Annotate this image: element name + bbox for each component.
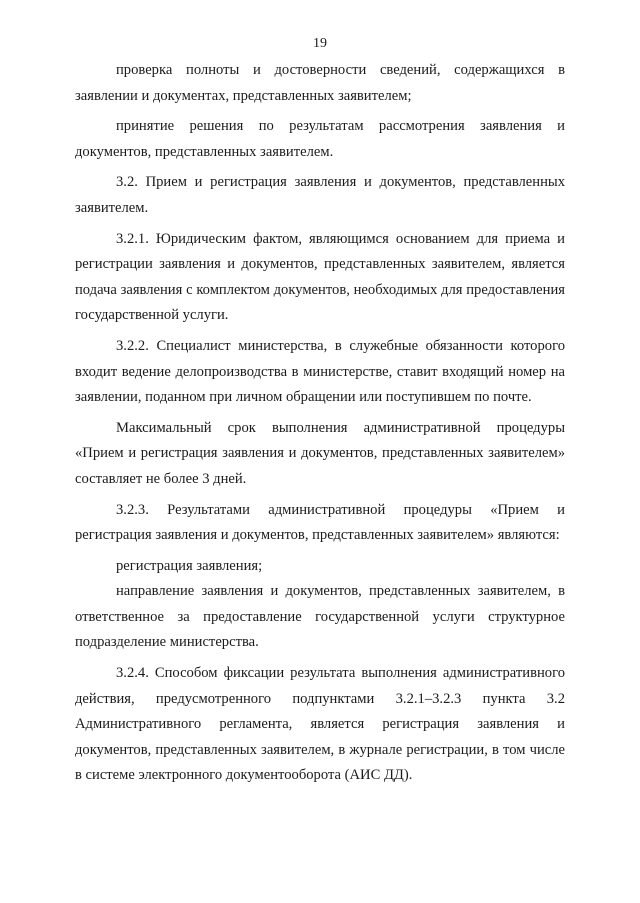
page-number: 19: [313, 36, 327, 51]
paragraph-max-term: Максимальный срок выполнения административной процедуры «Прием и регистрация заявления и документов, представленных заявителем» составляет не более 3 дней.: [75, 419, 565, 487]
paragraph-3-2-2: 3.2.2. Специалист министерства, в служебные обязанности которого входит ведение делопроизводства в министерстве, ставит входящий номер на заявлении, поданном при личном обращении или поступившем по почте.: [75, 337, 565, 406]
paragraph-section-3-2: 3.2. Прием и регистрация заявления и документов, представленных заявителем.: [75, 174, 565, 216]
paragraph-3-2-3: 3.2.3. Результатами административной процедуры «Прием и регистрация заявления и документов, представленных заявителем» являются:: [75, 501, 565, 544]
paragraph-registration-item: регистрация заявления;: [116, 557, 263, 574]
paragraph-forwarding-item: направление заявления и документов, представленных заявителем, в ответственное за предоставление государственной услуги структурное подразделение министерства.: [75, 583, 565, 651]
paragraph-3-2-4: 3.2.4. Способом фиксации результата выполнения административного действия, предусмотренного подпунктами 3.2.1–3.2.3 пункта 3.2 Административного регламента, является регистрация заявления и документов, представленных заявителем, в журнале регистрации, в том числе в системе электронного документооборота (АИС ДД).: [75, 665, 565, 784]
document-body: [75, 58, 565, 789]
paragraph-decision: принятие решения по результатам рассмотрения заявления и документов, представленных заявителем.: [75, 118, 565, 160]
paragraph-check-completeness: проверка полноты и достоверности сведений, содержащихся в заявлении и документах, представленных заявителем;: [75, 62, 565, 104]
paragraph-3-2-1: 3.2.1. Юридическим фактом, являющимся основанием для приема и регистрации заявления и документов, представленных заявителем, является подача заявления с комплектом документов, необходимых для предоставления государственной услуги.: [75, 230, 565, 324]
